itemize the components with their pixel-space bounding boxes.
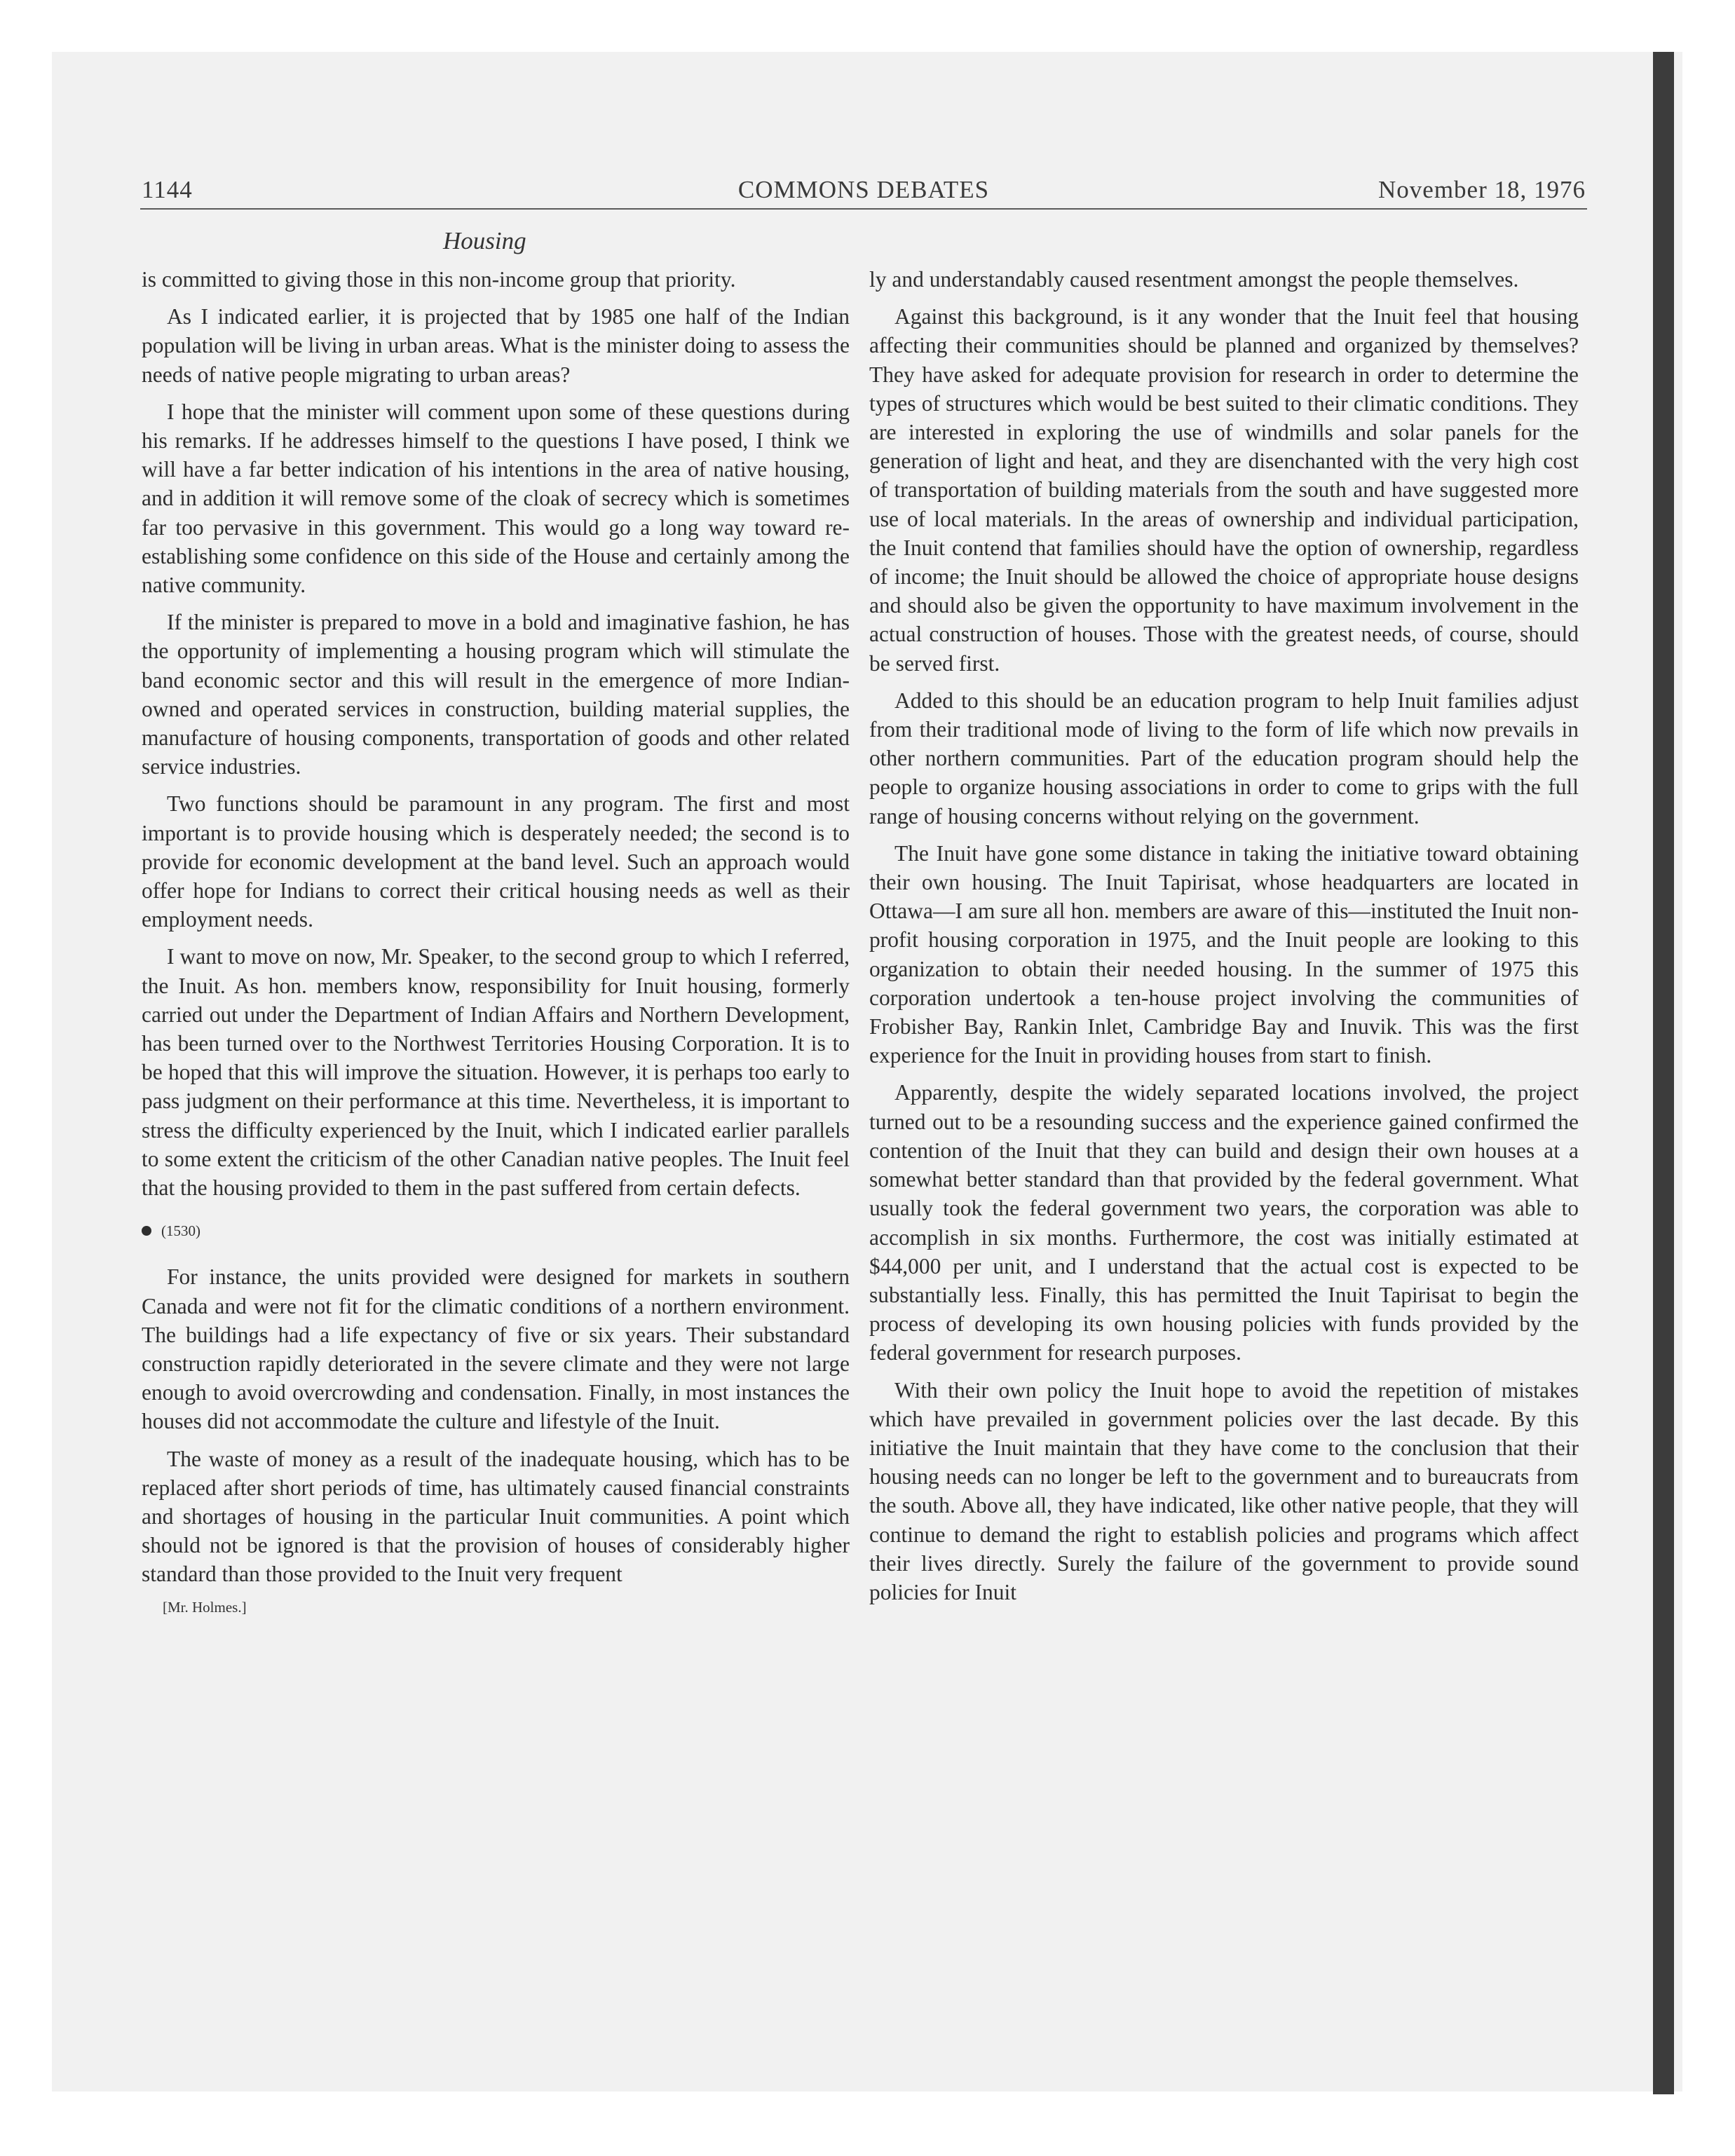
left-column — [142, 265, 850, 1617]
paragraph: If the minister is prepared to move in a bold and imaginative fashion, he has the opportunity of implementing a housing program which will stimulate the band economic sector and this will result in the emergence of more Indian-owned and operated services in construction, building material supplies, the manufacture of housing components, transportation of goods and other related service industries. — [142, 610, 850, 779]
paragraph: As I indicated earlier, it is projected that by 1985 one half of the Indian population will be living in urban areas. What is the minister doing to assess the needs of native people migrating to urban areas? — [142, 304, 850, 387]
paragraph: Apparently, despite the widely separated locations involved, the project turned out to be a resounding success and the experience gained confirmed the contention of the Inuit that they can build and design their own houses at a somewhat better standard than that provided by the federal government. What usually took the federal government two years, the corporation was able to accomplish in six months. Furthermore, the cost was initially estimated at $44,000 per unit, and I understand that the actual cost is expected to be substantially less. Finally, this has permitted the Inuit Tapirisat to begin the process of developing its own housing policies with funds provided by the federal government for research purposes. — [869, 1080, 1579, 1365]
running-header — [142, 174, 1586, 206]
section-title: Housing — [443, 227, 526, 254]
bullet-icon — [142, 1226, 151, 1236]
header-rule — [140, 208, 1587, 210]
right-column — [869, 265, 1579, 1615]
paragraph: ly and understandably caused resentment amongst the people themselves. — [869, 267, 1519, 292]
time-marker — [142, 1220, 850, 1241]
paragraph: I want to move on now, Mr. Speaker, to the second group to which I referred, the Inuit. As hon. members know, responsibility for Inuit housing, formerly carried out under the Department of Indian Affairs and Northern Development, has been turned over to the Northwest Territories Housing Corporation. It is to be hoped that this will improve the situation. However, it is perhaps too early to pass judgment on their performance at this time. Nevertheless, it is important to stress the difficulty experienced by the Inuit, which I indicated earlier parallels to some extent the criticism of the other Canadian native peoples. The Inuit feel that the housing provided to them in the past suffered from certain defects. — [142, 944, 850, 1201]
paragraph: I hope that the minister will comment upon some of these questions during his remarks. If he addresses himself to the questions I have posed, I think we will have a far better indication of his intentions in the area of native housing, and in addition it will remove some of the cloak of secrecy which is sometimes far too pervasive in this government. This would go a long way toward re-establishing some confidence on this side of the House and certainly among the native community. — [142, 399, 850, 598]
paragraph: is committed to giving those in this non-income group that priority. — [142, 267, 736, 292]
paragraph: Against this background, is it any wonder that the Inuit feel that housing affecting their communities should be planned and organized by themselves? They have asked for adequate provision for research in order to determine the types of structures which would be best suited to their climatic conditions. They are interested in exploring the use of windmills and solar panels for the generation of light and heat, and they are disenchanted with the very high cost of transportation of building materials from the south and have suggested more use of local materials. In the areas of ownership and individual participation, the Inuit contend that families should have the option of ownership, regardless of income; the Inuit should be allowed the choice of appropriate house designs and should also be given the opportunity to have maximum involvement in the actual construction of houses. Those with the greatest needs, of course, should be served first. — [869, 304, 1579, 676]
journal-title: COMMONS DEBATES — [737, 176, 990, 203]
speaker-credit: [Mr. Holmes.] — [163, 1598, 247, 1616]
paragraph: Two functions should be paramount in any program. The first and most important is to provide housing which is desperately needed; the second is to provide for economic development at the band level. Such an approach would offer hope for Indians to correct their critical housing needs as well as their employment needs. — [142, 791, 850, 932]
scan-edge-shadow — [1653, 52, 1674, 2094]
paragraph: Added to this should be an education program to help Inuit families adjust from their traditional mode of living to the form of life which now prevails in other northern communities. Part of the education program should help the people to organize housing associations in order to come to grips with the full range of housing concerns without relying on the government. — [869, 688, 1579, 828]
issue-date: November 18, 1976 — [1378, 176, 1586, 203]
paragraph: For instance, the units provided were designed for markets in southern Canada and were not fit for the climatic conditions of a northern environment. The buildings had a life expectancy of five or six years. Their substandard construction rapidly deteriorated in the severe climate and they were not large enough to avoid overcrowding and condensation. Finally, in most instances the houses did not accommodate the culture and lifestyle of the Inuit. — [142, 1264, 850, 1434]
time-marker-label: (1530) — [161, 1222, 200, 1240]
paragraph: The waste of money as a result of the inadequate housing, which has to be replaced after short periods of time, has ultimately caused financial constraints and shortages of housing in the particular Inuit communities. A point which should not be ignored is that the provision of houses of considerably higher standard than those provided to the Inuit very frequent — [142, 1446, 850, 1587]
page-number: 1144 — [142, 176, 193, 203]
paragraph: With their own policy the Inuit hope to avoid the repetition of mistakes which have prevailed in government policies over the last decade. By this initiative the Inuit maintain that they have come to the conclusion that their housing needs can no longer be left to the government and to bureaucrats from the south. Above all, they have indicated, like other native people, that they will continue to demand the right to establish policies and programs which affect their lives directly. Surely the failure of the government to provide sound policies for Inuit — [869, 1377, 1579, 1604]
paragraph: The Inuit have gone some distance in taking the initiative toward obtaining their own housing. The Inuit Tapirisat, whose headquarters are located in Ottawa—I am sure all hon. members are aware of this—instituted the Inuit non-profit housing corporation in 1975, and the Inuit people are looking to this organization to obtain their needed housing. In the summer of 1975 this corporation undertook a ten-house project involving the communities of Frobisher Bay, Rankin Inlet, Cambridge Bay and Inuvik. This was the first experience for the Inuit in providing houses from start to finish. — [869, 840, 1579, 1068]
